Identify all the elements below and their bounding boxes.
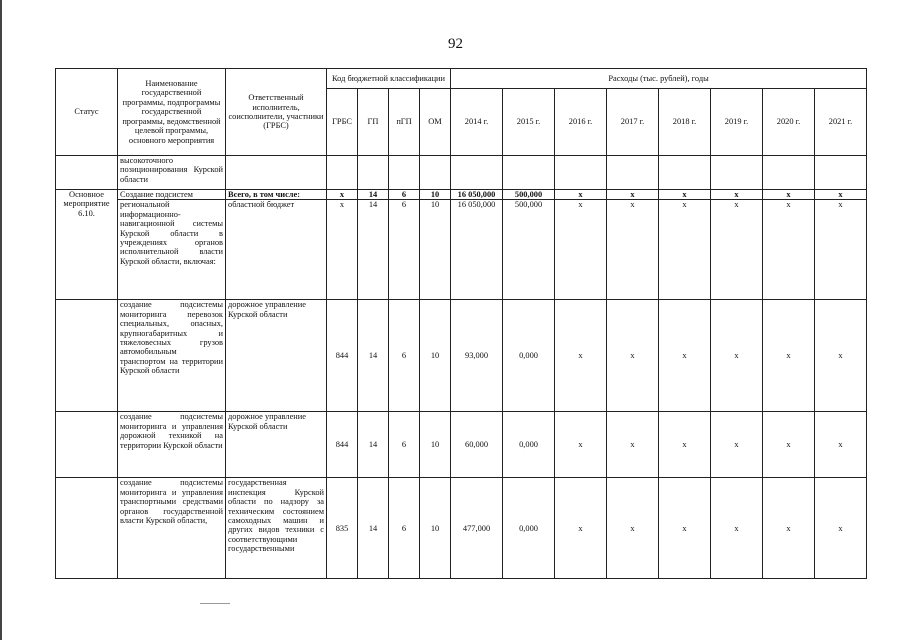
om-cell: 10 (420, 190, 451, 200)
status-cell: Основное мероприятие 6.10. (56, 190, 118, 300)
pgp-cell: 6 (389, 200, 420, 300)
header-pgp: пГП (389, 89, 420, 156)
header-year: 2015 г. (503, 89, 555, 156)
header-code-group: Код бюджетной классификации (327, 69, 451, 89)
pgp-cell: 6 (389, 300, 420, 412)
header-year: 2016 г. (555, 89, 607, 156)
table-row (56, 156, 867, 190)
value-cell: х (815, 200, 867, 300)
table-row (56, 478, 867, 579)
table-row (56, 190, 867, 200)
header-year: 2017 г. (607, 89, 659, 156)
header-status: Статус (56, 69, 118, 156)
header-year: 2021 г. (815, 89, 867, 156)
header-om: ОМ (420, 89, 451, 156)
page-number: 92 (448, 36, 463, 52)
om-cell: 10 (420, 200, 451, 300)
gp-cell: 14 (358, 300, 389, 412)
value-cell: 16 050,000 (451, 200, 503, 300)
value-cell: х (711, 412, 763, 478)
value-cell: х (555, 412, 607, 478)
value-cell: х (659, 478, 711, 579)
responsible-cell: государственная инспекция Курской области по надзору за техническим состоянием самоходных машин и других видов техники с соответствующими государственными (226, 478, 327, 579)
value-cell: х (711, 190, 763, 200)
status-cell (56, 156, 118, 190)
responsible-cell: дорожное управление Курской области (226, 412, 327, 478)
budget-table (55, 68, 867, 579)
status-cell (56, 300, 118, 412)
header-year: 2014 г. (451, 89, 503, 156)
grbs-cell: 844 (327, 300, 358, 412)
header-grbs: ГРБС (327, 89, 358, 156)
value-cell: х (555, 300, 607, 412)
header-year: 2020 г. (763, 89, 815, 156)
om-cell: 10 (420, 412, 451, 478)
name-cell: высокоточного позиционирования Курской области (118, 156, 226, 190)
value-cell: х (659, 412, 711, 478)
pgp-cell: 6 (389, 412, 420, 478)
value-cell: х (815, 478, 867, 579)
value-cell: х (711, 478, 763, 579)
value-cell: х (815, 300, 867, 412)
value-cell: 0,000 (503, 412, 555, 478)
name-cell: региональной информационно-навигационной системы Курской области в учреждениях органов исполнительной власти Курской области, включая: (118, 200, 226, 300)
value-cell: х (711, 200, 763, 300)
table-row (56, 412, 867, 478)
value-cell: х (607, 300, 659, 412)
gp-cell: 14 (358, 190, 389, 200)
om-cell: 10 (420, 300, 451, 412)
value-cell: 477,000 (451, 478, 503, 579)
header-year: 2018 г. (659, 89, 711, 156)
value-cell: х (763, 200, 815, 300)
value-cell: х (763, 300, 815, 412)
value-cell: 60,000 (451, 412, 503, 478)
value-cell: х (555, 200, 607, 300)
table-row (56, 200, 867, 300)
header-responsible: Ответственный исполнитель, соисполнители, участники (ГРБС) (226, 69, 327, 156)
om-cell: 10 (420, 478, 451, 579)
responsible-cell: Всего, в том числе: (226, 190, 327, 200)
page-edge (0, 0, 2, 640)
value-cell: 0,000 (503, 478, 555, 579)
value-cell: х (815, 190, 867, 200)
value-cell: х (815, 412, 867, 478)
pgp-cell: 6 (389, 190, 420, 200)
status-cell (56, 412, 118, 478)
name-cell: создание подсистемы мониторинга и управления транспортными средствами органов государственной власти Курской области, (118, 478, 226, 579)
value-cell: х (607, 412, 659, 478)
status-cell (56, 478, 118, 579)
name-cell: создание подсистемы мониторинга перевозок специальных, опасных, крупногабаритных и тяжеловесных грузов автомобильным транспортом на территории Курской области (118, 300, 226, 412)
header-year: 2019 г. (711, 89, 763, 156)
value-cell: х (763, 190, 815, 200)
value-cell: 93,000 (451, 300, 503, 412)
pgp-cell: 6 (389, 478, 420, 579)
value-cell: 500,000 (503, 200, 555, 300)
table-row (56, 300, 867, 412)
gp-cell: 14 (358, 478, 389, 579)
value-cell: х (711, 300, 763, 412)
grbs-cell: х (327, 200, 358, 300)
name-cell: Создание подсистем (118, 190, 226, 200)
grbs-cell: 835 (327, 478, 358, 579)
value-cell: х (659, 190, 711, 200)
value-cell: х (763, 478, 815, 579)
header-expenses-group: Расходы (тыс. рублей), годы (451, 69, 867, 89)
grbs-cell: х (327, 190, 358, 200)
value-cell: 16 050,000 (451, 190, 503, 200)
value-cell: 0,000 (503, 300, 555, 412)
value-cell: х (763, 412, 815, 478)
responsible-cell (226, 156, 327, 190)
name-cell: создание подсистемы мониторинга и управления дорожной техникой на территории Курской области (118, 412, 226, 478)
header-gp: ГП (358, 89, 389, 156)
value-cell: х (607, 190, 659, 200)
value-cell: х (555, 190, 607, 200)
gp-cell: 14 (358, 200, 389, 300)
responsible-cell: областной бюджет (226, 200, 327, 300)
value-cell: х (659, 200, 711, 300)
footer-stub-line (200, 603, 230, 604)
value-cell: 500,000 (503, 190, 555, 200)
value-cell: х (607, 200, 659, 300)
header-name: Наименование государственной программы, подпрограммы государственной программы, ведомственной целевой программы, основного мероприятия (118, 69, 226, 156)
grbs-cell: 844 (327, 412, 358, 478)
responsible-cell: дорожное управление Курской области (226, 300, 327, 412)
value-cell: х (659, 300, 711, 412)
value-cell: х (555, 478, 607, 579)
gp-cell: 14 (358, 412, 389, 478)
value-cell: х (607, 478, 659, 579)
